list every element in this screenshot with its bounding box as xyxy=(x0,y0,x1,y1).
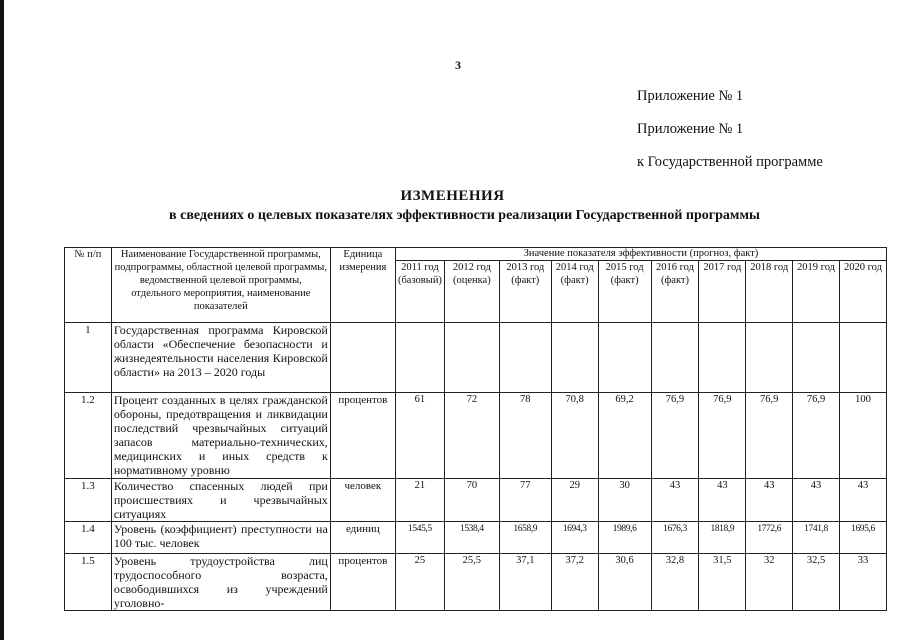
row-unit: процентов xyxy=(330,554,395,611)
row-value: 70,8 xyxy=(551,393,598,479)
row-value: 1676,3 xyxy=(651,522,699,554)
row-value xyxy=(651,323,699,393)
row-value: 43 xyxy=(839,479,886,522)
row-value: 76,9 xyxy=(746,393,793,479)
row-name: Количество спасенных людей при происшествиях и чрезвычайных ситуациях xyxy=(111,479,330,522)
header-year-6: 2017 год xyxy=(699,261,746,323)
row-value: 1545,5 xyxy=(395,522,444,554)
header-values: Значение показателя эффективности (прогноз, факт) xyxy=(395,248,886,261)
row-value xyxy=(551,323,598,393)
row-value xyxy=(395,323,444,393)
row-value: 76,9 xyxy=(699,393,746,479)
row-unit: единиц xyxy=(330,522,395,554)
row-value: 72 xyxy=(444,393,499,479)
row-value: 70 xyxy=(444,479,499,522)
appendix-line-1: Приложение № 1 xyxy=(637,88,744,104)
row-value: 43 xyxy=(651,479,699,522)
header-num: № п/п xyxy=(65,248,112,323)
header-year-7: 2018 год xyxy=(746,261,793,323)
row-value xyxy=(444,323,499,393)
row-value: 33 xyxy=(839,554,886,611)
row-value: 25,5 xyxy=(444,554,499,611)
row-value: 43 xyxy=(746,479,793,522)
row-value: 1695,6 xyxy=(839,522,886,554)
row-unit: человек xyxy=(330,479,395,522)
row-name: Уровень трудоустройства лиц трудоспособного возраста, освободившихся из учреждений уголовно- xyxy=(111,554,330,611)
row-value xyxy=(793,323,840,393)
row-value: 100 xyxy=(839,393,886,479)
row-value: 25 xyxy=(395,554,444,611)
header-year-0: 2011 год (базовый) xyxy=(395,261,444,323)
header-year-4: 2015 год (факт) xyxy=(598,261,651,323)
row-value: 61 xyxy=(395,393,444,479)
row-number: 1 xyxy=(65,323,112,393)
document-title: ИЗМЕНЕНИЯ xyxy=(400,188,505,204)
row-value: 76,9 xyxy=(793,393,840,479)
document-subtitle: в сведениях о целевых показателях эффективности реализации Государственной программы xyxy=(169,208,760,223)
row-value: 30 xyxy=(598,479,651,522)
row-value: 1772,6 xyxy=(746,522,793,554)
row-name: Уровень (коэффициент) преступности на 100 тыс. человек xyxy=(111,522,330,554)
row-value: 21 xyxy=(395,479,444,522)
row-value xyxy=(499,323,551,393)
row-number: 1.3 xyxy=(65,479,112,522)
header-unit: Единица измерения xyxy=(330,248,395,323)
row-value: 32 xyxy=(746,554,793,611)
row-value: 43 xyxy=(699,479,746,522)
row-unit: процентов xyxy=(330,393,395,479)
row-value xyxy=(598,323,651,393)
table-row xyxy=(65,554,887,611)
row-value: 31,5 xyxy=(699,554,746,611)
row-value: 76,9 xyxy=(651,393,699,479)
row-unit xyxy=(330,323,395,393)
row-number: 1.2 xyxy=(65,393,112,479)
row-number: 1.4 xyxy=(65,522,112,554)
row-value xyxy=(699,323,746,393)
row-value: 1694,3 xyxy=(551,522,598,554)
row-value: 37,1 xyxy=(499,554,551,611)
header-year-3: 2014 год (факт) xyxy=(551,261,598,323)
row-value: 1658,9 xyxy=(499,522,551,554)
row-value xyxy=(839,323,886,393)
row-value: 30,6 xyxy=(598,554,651,611)
header-year-1: 2012 год (оценка) xyxy=(444,261,499,323)
row-value: 37,2 xyxy=(551,554,598,611)
header-year-2: 2013 год (факт) xyxy=(499,261,551,323)
row-name: Государственная программа Кировской области «Обеспечение безопасности и жизнедеятельности населения Кировской области» на 2013 – 2020 годы xyxy=(111,323,330,393)
appendix-line-2: Приложение № 1 xyxy=(637,121,744,137)
scan-edge xyxy=(0,0,4,640)
table-row xyxy=(65,479,887,522)
row-value: 1741,8 xyxy=(793,522,840,554)
row-value: 1989,6 xyxy=(598,522,651,554)
row-value: 69,2 xyxy=(598,393,651,479)
row-value: 29 xyxy=(551,479,598,522)
row-name: Процент созданных в целях гражданской обороны, предотвращения и ликвидации последствий чрезвычайных ситуаций запасов материально-технических, медицинских и иных средств к нормативному уровню xyxy=(111,393,330,479)
indicators-table xyxy=(64,247,887,611)
row-number: 1.5 xyxy=(65,554,112,611)
row-value: 1818,9 xyxy=(699,522,746,554)
header-name: Наименование Государственной программы, подпрограммы, областной целевой программы, ведомственной целевой программы, отдельного мероприятия, наименование показателей xyxy=(111,248,330,323)
header-year-9: 2020 год xyxy=(839,261,886,323)
header-year-8: 2019 год xyxy=(793,261,840,323)
appendix-line-3: к Государственной программе xyxy=(637,154,823,170)
row-value: 78 xyxy=(499,393,551,479)
header-year-5: 2016 год (факт) xyxy=(651,261,699,323)
row-value: 43 xyxy=(793,479,840,522)
page-number: 3 xyxy=(455,58,461,72)
table-row xyxy=(65,393,887,479)
row-value: 1538,4 xyxy=(444,522,499,554)
table-row xyxy=(65,522,887,554)
row-value: 77 xyxy=(499,479,551,522)
row-value: 32,8 xyxy=(651,554,699,611)
table-row xyxy=(65,323,887,393)
row-value xyxy=(746,323,793,393)
row-value: 32,5 xyxy=(793,554,840,611)
